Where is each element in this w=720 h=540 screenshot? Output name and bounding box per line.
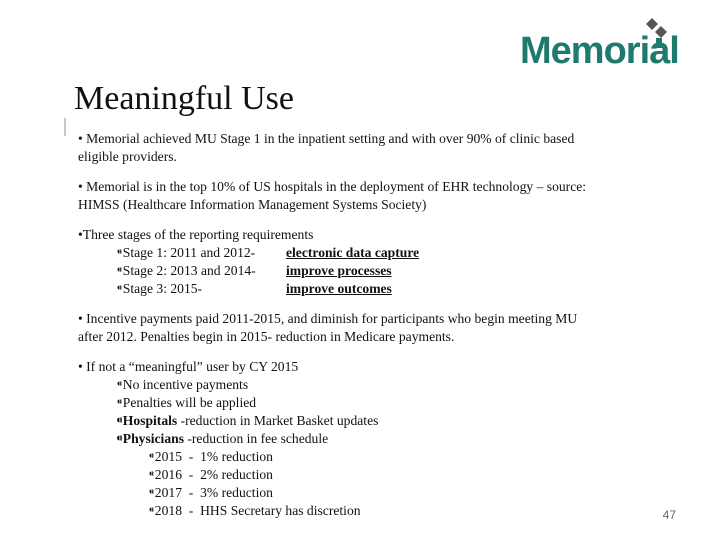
bullet-text: after 2012. Penalties begin in 2015- reduction in Medicare payments.: [78, 329, 455, 344]
bullet-text: •Three stages of the reporting requirements: [78, 227, 314, 242]
page-number: 47: [662, 508, 676, 522]
stage-row: [78, 262, 678, 280]
reduction-item: ⁌2017 - 3% reduction: [148, 485, 273, 500]
stage-description: improve outcomes: [286, 281, 392, 296]
bullet-text: • If not a “meaningful” user by CY 2015: [78, 359, 299, 374]
bullet-text: • Memorial is in the top 10% of US hospitals in the deployment of EHR technology – source:: [78, 179, 587, 194]
stage-label: ⁌Stage 2: 2013 and 2014-: [116, 263, 256, 278]
bullet-stages: [78, 226, 678, 298]
bullet-text: • Memorial achieved MU Stage 1 in the inpatient setting and with over 90% of clinic based: [78, 131, 575, 146]
slide-body: [78, 130, 678, 520]
bullet-text: • Incentive payments paid 2011-2015, and diminish for participants who begin meeting MU: [78, 311, 578, 326]
bullet-text: HIMSS (Healthcare Information Management Systems Society): [78, 197, 427, 212]
stage-row: [78, 244, 678, 262]
memorial-logo: [520, 18, 690, 76]
sub-item-hospitals: [78, 412, 678, 430]
stage-description: electronic data capture: [286, 245, 420, 260]
sub-item-rest: -reduction in Market Basket updates: [177, 413, 379, 428]
stage-label: ⁌Stage 1: 2011 and 2012-: [116, 245, 256, 260]
bullet-incentive-payments: [78, 310, 678, 346]
bullet-top-hospitals: [78, 178, 678, 214]
sub-item-bold: ⁌Physicians: [116, 431, 184, 446]
bullet-text: eligible providers.: [78, 149, 177, 164]
reduction-item: ⁌2016 - 2% reduction: [148, 467, 273, 482]
sub-item-bold: ⁌Hospitals: [116, 413, 178, 428]
bullet-not-meaningful: [78, 358, 678, 520]
title-divider: [64, 118, 66, 136]
reduction-item: ⁌2018 - HHS Secretary has discretion: [148, 503, 361, 518]
stage-label: ⁌Stage 3: 2015-: [116, 281, 203, 296]
slide-title: Meaningful Use: [74, 80, 295, 117]
reduction-item: ⁌2015 - 1% reduction: [148, 449, 273, 464]
stage-row: [78, 280, 678, 298]
sub-item-rest: -reduction in fee schedule: [183, 431, 329, 446]
logo-text: Memorial: [520, 30, 679, 72]
sub-item: ⁌Penalties will be applied: [116, 395, 257, 410]
sub-item-physicians: [78, 430, 678, 448]
bullet-mu-stage1: [78, 130, 678, 166]
sub-item: ⁌No incentive payments: [116, 377, 249, 392]
stage-description: improve processes: [286, 263, 392, 278]
